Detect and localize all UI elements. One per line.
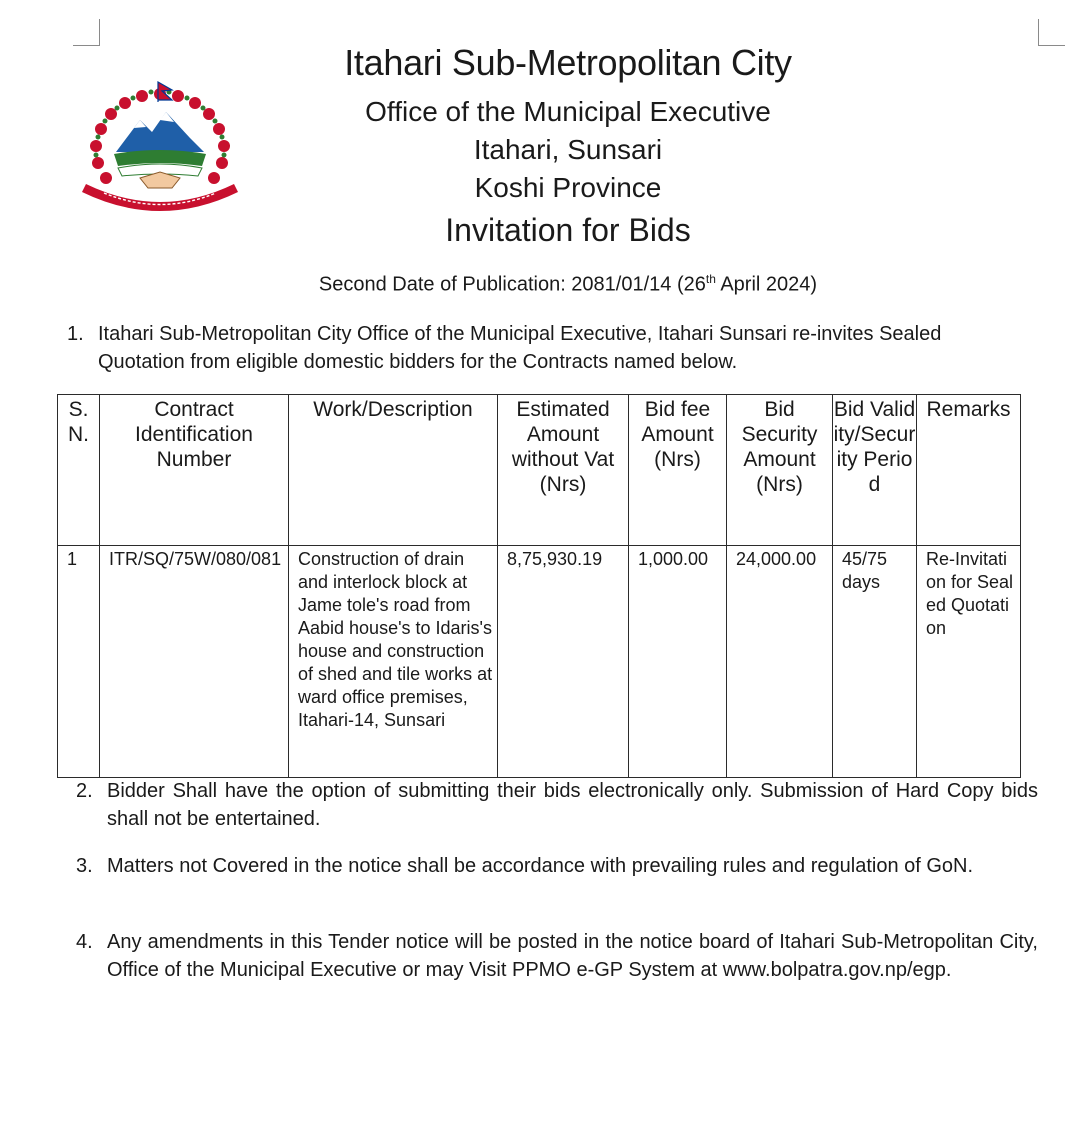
- table-header-row: [58, 395, 1021, 546]
- table-header-cell: Contract Identification Number: [100, 395, 289, 546]
- paragraph-number: 4.: [76, 931, 93, 953]
- paragraph-text: Bidder Shall have the option of submitting their bids electronically only. Submission of Hard Copy bids shall not be entertained.: [107, 780, 1038, 830]
- table-cell: 1,000.00: [629, 546, 727, 778]
- table-cell: Construction of drain and interlock block at Jame tole's road from Aabid house's to Idaris's house and construction of shed and tile works at ward office premises, Itahari-14, Sunsari: [289, 546, 498, 778]
- paragraph-2: [76, 777, 1038, 833]
- table-cell: 8,75,930.19: [498, 546, 629, 778]
- paragraph-1: [67, 320, 1027, 376]
- publication-date-suffix: April 2024): [715, 273, 818, 296]
- table-header-cell: Bid Validity/Security Period: [833, 395, 917, 546]
- paragraph-number: 3.: [76, 855, 93, 877]
- table-cell: Re-Invitation for Sealed Quotation: [917, 546, 1021, 778]
- table-cell: 24,000.00: [727, 546, 833, 778]
- table-cell: 45/75 days: [833, 546, 917, 778]
- paragraph-4: [76, 928, 1038, 984]
- publication-date-prefix: Second Date of Publication: 2081/01/14 (26: [318, 273, 706, 296]
- table-cell: 1: [58, 546, 100, 778]
- paragraph-number: 2.: [76, 780, 93, 802]
- province-name: Koshi Province: [474, 172, 662, 203]
- publication-date-sup: th: [705, 272, 716, 286]
- office-name: Office of the Municipal Executive: [365, 96, 771, 127]
- table-header-cell: Estimated Amount without Vat (Nrs): [498, 395, 629, 546]
- notice-title: Invitation for Bids: [445, 212, 691, 248]
- paragraph-text: Any amendments in this Tender notice will be posted in the notice board of Itahari Sub-Metropolitan City, Office of the Municipal Executive or may Visit PPMO e-GP System at www.bolpatra.gov.np/egp.: [107, 931, 1038, 981]
- table-header-cell: Remarks: [917, 395, 1021, 546]
- paragraph-number: 1.: [67, 323, 84, 345]
- publication-date: [0, 272, 1080, 297]
- table-header-cell: Bid Security Amount (Nrs): [727, 395, 833, 546]
- bids-table: [57, 394, 1021, 778]
- table-header-cell: Bid fee Amount (Nrs): [629, 395, 727, 546]
- table-header-cell: Work/Description: [289, 395, 498, 546]
- paragraph-text: Itahari Sub-Metropolitan City Office of the Municipal Executive, Itahari Sunsari re-invites Sealed Quotation from eligible domestic bidders for the Contracts named below.: [98, 323, 942, 373]
- table-header-cell: S. N.: [58, 395, 100, 546]
- table-cell: ITR/SQ/75W/080/081: [100, 546, 289, 778]
- municipality-title: Itahari Sub-Metropolitan City: [344, 42, 792, 83]
- paragraph-text: Matters not Covered in the notice shall be accordance with prevailing rules and regulation of GoN.: [107, 855, 974, 877]
- table-row: [58, 546, 1021, 778]
- paragraph-3: [76, 852, 1038, 880]
- city-name: Itahari, Sunsari: [473, 134, 663, 165]
